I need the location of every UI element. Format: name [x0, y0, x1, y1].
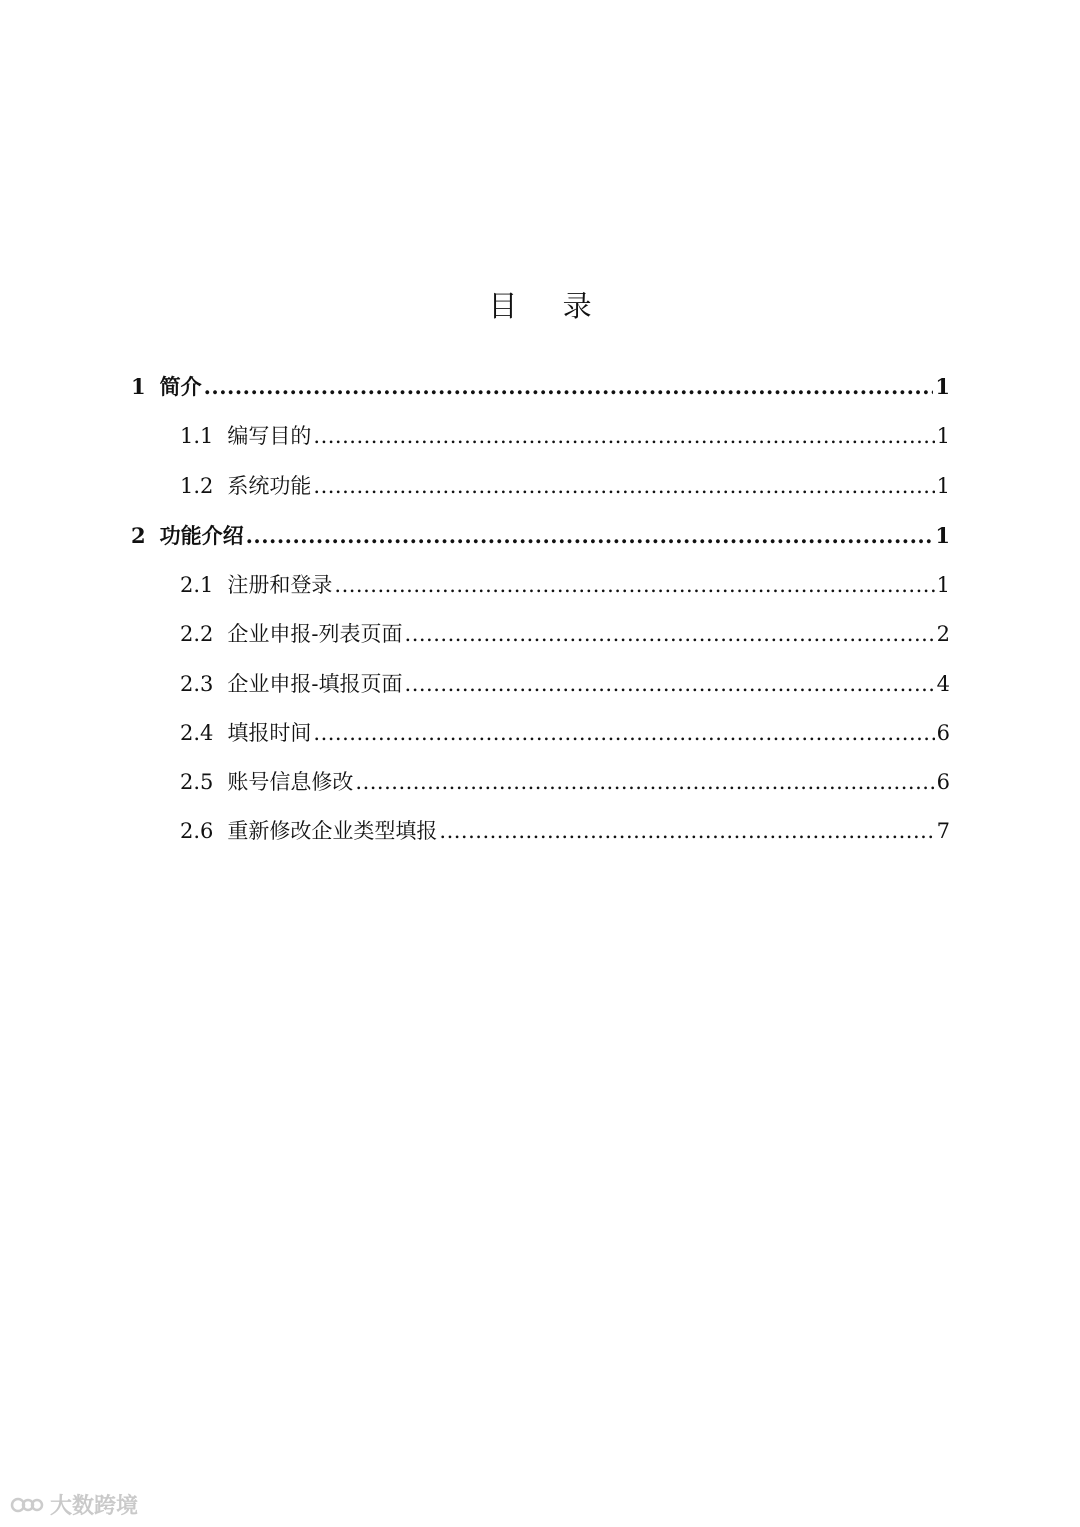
watermark-text: 大数跨境	[50, 1494, 139, 1519]
toc-entry-number: 2.5	[180, 770, 214, 794]
toc-entry-2[interactable]	[131, 516, 950, 556]
toc-entry-number: 2.4	[180, 721, 214, 745]
toc-entry-number: 2.1	[180, 573, 214, 597]
toc-dot-leader	[313, 466, 934, 506]
toc-entry-title: 企业申报-填报页面	[227, 672, 403, 696]
toc-entry-number: 2.3	[180, 672, 214, 696]
toc-entry-2-6[interactable]	[180, 811, 950, 851]
toc-entry-title: 企业申报-列表页面	[227, 622, 403, 646]
toc-entry-title: 填报时间	[227, 721, 312, 745]
toc-entry-number: 2.6	[180, 819, 214, 843]
toc-entry-page: 6	[936, 721, 950, 745]
toc-entry-title: 编写目的	[227, 424, 312, 448]
toc-entry-2-1[interactable]	[180, 565, 950, 605]
toc-entry-title: 账号信息修改	[227, 770, 354, 794]
toc-dot-leader	[334, 565, 934, 605]
toc-entry-1[interactable]	[131, 367, 950, 407]
toc-dot-leader	[313, 416, 934, 456]
watermark	[10, 1489, 138, 1520]
toc-dot-leader	[439, 811, 934, 851]
toc-entry-number: 1	[131, 374, 146, 399]
toc-entry-page: 7	[936, 819, 950, 843]
toc-entry-page: 1	[935, 523, 950, 548]
toc-entry-2-3[interactable]	[180, 664, 950, 704]
toc-entry-title: 重新修改企业类型填报	[227, 819, 438, 843]
toc-entry-page: 1	[935, 374, 950, 399]
toc-dot-leader	[355, 762, 934, 802]
toc-entry-number: 1.2	[180, 474, 214, 498]
toc-dot-leader	[313, 713, 934, 753]
toc-entry-1-1[interactable]	[180, 416, 950, 456]
toc-entry-title: 简介	[159, 374, 202, 399]
page-title: 目 录	[488, 289, 610, 323]
toc-entry-1-2[interactable]	[180, 466, 950, 506]
toc-entry-number: 2.2	[180, 622, 214, 646]
toc-entry-title: 注册和登录	[227, 573, 333, 597]
toc-dot-leader	[405, 614, 935, 654]
toc-entry-page: 2	[936, 622, 950, 646]
toc-entry-page: 1	[936, 573, 950, 597]
toc-dot-leader	[204, 367, 934, 407]
toc-entry-number: 1.1	[180, 424, 214, 448]
toc-entry-2-4[interactable]	[180, 713, 950, 753]
toc-entry-page: 6	[936, 770, 950, 794]
toc-entry-page: 1	[936, 424, 950, 448]
brand-logo-icon	[10, 1493, 44, 1517]
toc-dot-leader	[405, 664, 935, 704]
toc-entry-2-2[interactable]	[180, 614, 950, 654]
toc-entry-title: 系统功能	[227, 474, 312, 498]
toc-entry-page: 4	[936, 672, 950, 696]
toc-entry-2-5[interactable]	[180, 762, 950, 802]
toc-entry-title: 功能介绍	[159, 523, 244, 548]
toc-entry-page: 1	[936, 474, 950, 498]
toc-dot-leader	[246, 516, 934, 556]
toc-entry-number: 2	[131, 523, 146, 548]
